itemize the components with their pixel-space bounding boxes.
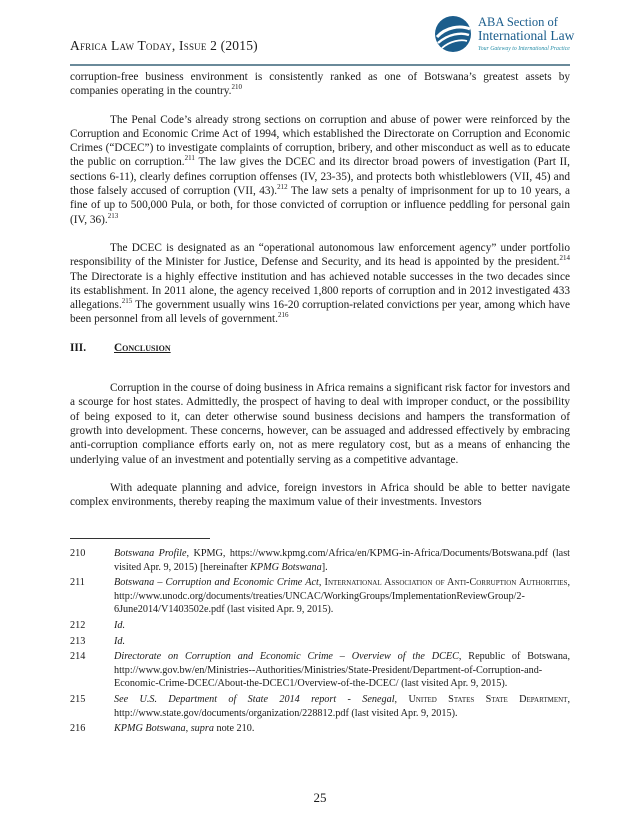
citation-title: See U.S. Department of State 2014 report - Senegal [114, 693, 395, 705]
citation-id: Id. [114, 619, 126, 631]
body-text [70, 70, 570, 509]
footnote-ref[interactable]: 216 [277, 311, 289, 320]
paragraph [70, 70, 570, 99]
footnotes [70, 547, 570, 738]
footnote-ref[interactable]: 211 [184, 154, 195, 163]
footnote-ref[interactable]: 214 [559, 254, 570, 263]
citation-title: Botswana – Corruption and Economic Crime Act [114, 577, 319, 589]
citation-title: Botswana Profile [114, 548, 187, 559]
footnote-text: Botswana – Corruption and Economic Crime Act, International Association of Anti-Corruption Authorities, http://www.unodc.org/documents/treaties/UNCAC/WorkingGroups/ImplementationReviewGroup/2-6June2014/V1403502e.pdf (last visited Apr. 9, 2015). [114, 577, 570, 616]
paragraph-text: The Penal Code’s already strong sections on corruption and abuse of power were reinforced by the Corruption and Economic Crime Act of 1994, which established the Directorate on Corruption and Economic Crimes (“DCEC”) to investigate complaints of corruption, bribery, and other misconduct as well as to educate the public on corruption. [70, 113, 570, 169]
citation-title: KPMG Botswana [114, 723, 186, 735]
paragraph-text: The Directorate is a highly effective institution and has achieved notable successes in the two decades since its establishment. In 2011 alone, the agency received 1,800 reports of corruption and in 2012 investigated 433 allegations. [70, 270, 570, 312]
footnote-text [114, 547, 570, 574]
footnote [70, 635, 570, 649]
footnote [70, 650, 570, 691]
footnote-number: 212 [70, 619, 86, 631]
footnote-text [114, 635, 570, 649]
paragraph: Corruption in the course of doing business in Africa remains a significant risk factor for investors and a scourge for host states. Admittedly, the prospect of having to deal with improper conduct, or the possibility of being exposed to it, can deter otherwise sound business decisions and hampers the transformation of growth into development. These concerns, however, can be assuaged and addressed effectively by embracing anti-corruption compliance efforts early on, not as mere regulatory cost, but as a means of enhancing the underlying value of an investment and potentially serving as a competitive advantage. [70, 382, 570, 466]
footnote-number: 210 [70, 548, 86, 559]
paragraph: With adequate planning and advice, foreign investors in Africa should be able to better navigate complex environments, thereby reaping the maximum value of their investments. Investors [70, 481, 570, 509]
citation-supra: supra [190, 723, 214, 735]
citation-rest[interactable]: , KPMG, https://www.kpmg.com/Africa/en/KPMG-in-Africa/Documents/Botswana.pdf (last visited Apr. 9, 2015) [hereinafter [114, 548, 570, 573]
citation-short: KPMG Botswana [250, 561, 322, 573]
section-heading [70, 341, 570, 355]
page-number: 25 [313, 790, 327, 805]
section-number: III. [70, 341, 87, 354]
footnote [70, 576, 570, 617]
paragraph-text: The law gives the DCEC and its director broad powers of investigation (Part II, sections 6-11), clearly defines corruption offenses (IV, 23-35), and protects both whistleblowers (VII, 45) and those falsely accused of corruption (VII, 43). [70, 156, 570, 198]
citation-rest[interactable]: , http://www.state.gov/documents/organization/228812.pdf (last visited Apr. 9, 2015). [114, 693, 571, 719]
footnote [70, 722, 570, 736]
citation-end: ]. [321, 561, 328, 573]
footnote-number: 213 [70, 635, 86, 647]
logo-line-2: International Law [478, 28, 575, 43]
footnote-ref[interactable]: 212 [277, 183, 288, 192]
running-header [70, 38, 258, 54]
citation-rest[interactable]: , http://www.unodc.org/documents/treaties/UNCAC/WorkingGroups/ImplementationReviewGroup/2-6June2014/V1403502e.pdf (last visited Apr. 9, 2015). [114, 577, 570, 616]
citation-rest[interactable]: , Republic of Botswana, http://www.gov.bw/en/Ministries--Authorities/Ministries/State-President/Department-of-Corruption-and-Economic-Crime-DCEC/About-the-DCEC1/Overview-of-the-DCEC/ (last visited Apr. 9, 2015). [114, 651, 570, 690]
paragraph-text: The DCEC is designated as an “operational autonomous law enforcement agency” under portfolio responsibility of the Minister for Justice, Defense and Security, and its head is appointed by the president. [70, 241, 570, 269]
footnote-number: 215 [70, 693, 86, 705]
footnote [70, 547, 570, 574]
footnote-ref[interactable]: 210 [231, 83, 242, 92]
footnote-number: 211 [70, 577, 85, 589]
logo-tagline: Your Gateway to International Practice [478, 46, 570, 52]
footnote-text [114, 619, 570, 633]
footnote-number: 216 [70, 723, 86, 735]
paragraph-text: The government usually wins 16-20 corruption-related convictions per year, among which have been personnel from all levels of government. [70, 299, 570, 326]
globe-icon [434, 15, 472, 53]
header-rule [70, 64, 570, 66]
footnote [70, 693, 570, 720]
footnote [70, 619, 570, 633]
footnote-ref[interactable]: 215 [121, 297, 133, 306]
issue-label: , Issue 2 (2015) [171, 38, 258, 53]
footnote-ref[interactable]: 213 [107, 211, 119, 220]
citation-org: United States State Department [408, 693, 568, 705]
citation-rest: note 210. [213, 723, 255, 735]
paragraph [70, 241, 570, 327]
paragraph-text: corruption-free business environment is consistently ranked as one of Botswana’s greatest assets by companies operating in the country. [70, 71, 570, 98]
section-title: Conclusion [114, 341, 171, 354]
footnote-text: See U.S. Department of State 2014 report - Senegal, United States State Department, http://www.state.gov/documents/organization/228812.pdf (last visited Apr. 9, 2015). [114, 693, 571, 719]
journal-title: Africa Law Today [70, 38, 172, 53]
footnote-rule [70, 538, 210, 539]
citation-title: Directorate on Corruption and Economic Crime – Overview of the DCEC [114, 651, 459, 663]
logo-line-1: ABA Section of [478, 15, 558, 29]
paragraph-text: The law sets a penalty of imprisonment for up to 10 years, a fine of up to 500,000 Pula, or both, for those convicted of corruption or influence peddling for personal gain (IV, 36). [70, 185, 570, 226]
footnote-text: KPMG Botswana, supra note 210. [114, 723, 255, 735]
aba-logo [434, 15, 574, 53]
paragraph [70, 113, 570, 227]
citation-org: International Association of Anti-Corruption Authorities [324, 577, 568, 589]
citation-id: Id. [114, 635, 126, 647]
footnote-number: 214 [70, 651, 86, 663]
footnote-text [114, 650, 570, 691]
